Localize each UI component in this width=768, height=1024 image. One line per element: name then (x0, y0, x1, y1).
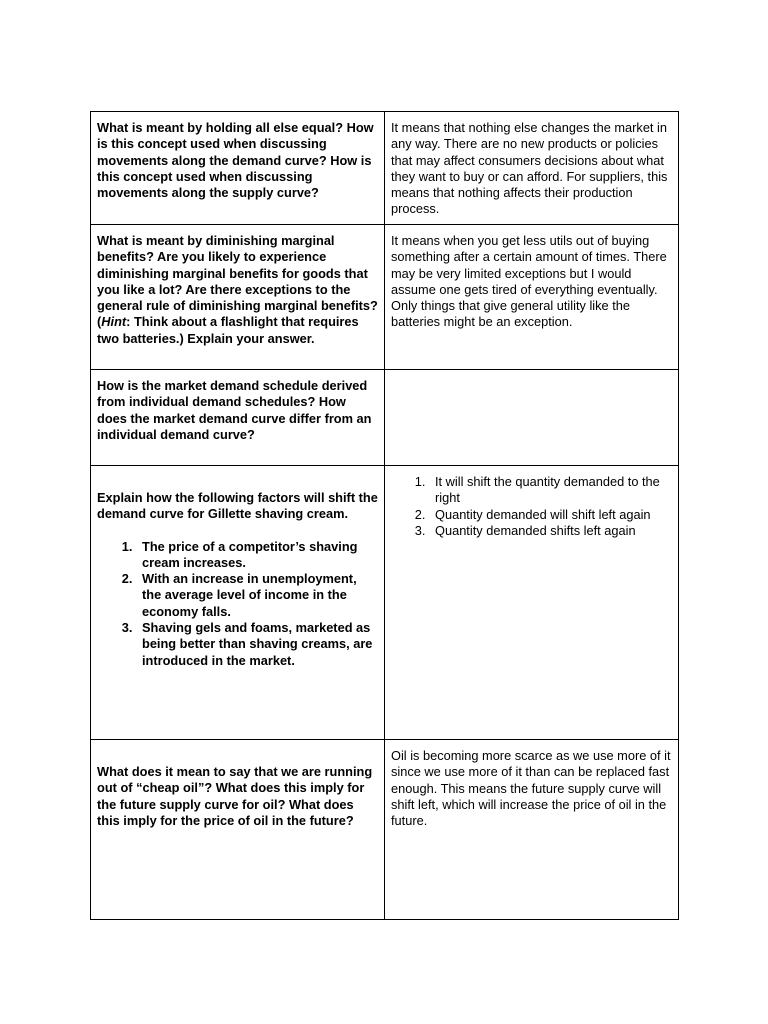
list-item: 1. The price of a competitor’s shaving cream increases. (136, 539, 378, 572)
list-item: 2. With an increase in unemployment, the average level of income in the economy falls. (136, 571, 378, 620)
answer-text: It means that nothing else changes the market in any way. There are no new products or policies that may affect consumers decisions about what they want to buy or can afford. For suppliers, this means that nothing affects their production process. (391, 120, 668, 217)
question-text: How is the market demand schedule derived from individual demand schedules? How does the market demand curve differ from an individual demand curve? (97, 378, 372, 442)
question-text: What is meant by holding all else equal? How is this concept used when discussing movements along the demand curve? How is this concept used when discussing movements along the supply curve? (97, 120, 374, 201)
list-item: 1. It will shift the quantity demanded to the right (429, 474, 672, 507)
question-cell (91, 740, 385, 920)
answer-text: Oil is becoming more scarce as we use more of it since we use more of it than can be replaced fast enough. This means the future supply curve will shift left, which will increase the price of oil in the future. (391, 748, 671, 829)
table-row (91, 112, 679, 225)
answer-cell (385, 370, 679, 466)
answer-text: It means when you get less utils out of buying something after a certain amount of times. There may be very limited exceptions but I would assume one gets tired of everything eventually. Only things that give general utility like the batteries might be an exception. (391, 233, 667, 330)
hint-label: Hint (101, 314, 127, 330)
answer-list (391, 474, 672, 539)
question-text-part: : Think about a flashlight that requires two batteries.) Explain your answer. (97, 314, 359, 346)
table-row (91, 740, 679, 920)
answer-cell (385, 112, 679, 225)
table-row (91, 370, 679, 466)
question-text: What does it mean to say that we are running out of “cheap oil”? What does this imply for the future supply curve for oil? What does this imply for the price of oil in the future? (97, 764, 373, 828)
table-row (91, 225, 679, 370)
question-text: Explain how the following factors will shift the demand curve for Gillette shaving cream. (97, 490, 378, 522)
answer-cell (385, 225, 679, 370)
qa-table (90, 111, 679, 920)
question-cell (91, 112, 385, 225)
answer-cell (385, 740, 679, 920)
question-text-part: What is meant by diminishing marginal benefits? Are you likely to experience diminishing marginal benefits for goods that you like a lot? Are there exceptions to the general rule of diminishing marginal benefits? ( (97, 233, 378, 330)
factor-list (97, 539, 378, 669)
list-item: 2. Quantity demanded will shift left again (429, 507, 672, 523)
question-cell (91, 466, 385, 740)
question-text (97, 233, 378, 347)
answer-cell (385, 466, 679, 740)
table-row (91, 466, 679, 740)
list-item: 3. Shaving gels and foams, marketed as being better than shaving creams, are introduced in the market. (136, 620, 378, 669)
question-cell (91, 370, 385, 466)
list-item: 3. Quantity demanded shifts left again (429, 523, 672, 539)
question-cell (91, 225, 385, 370)
